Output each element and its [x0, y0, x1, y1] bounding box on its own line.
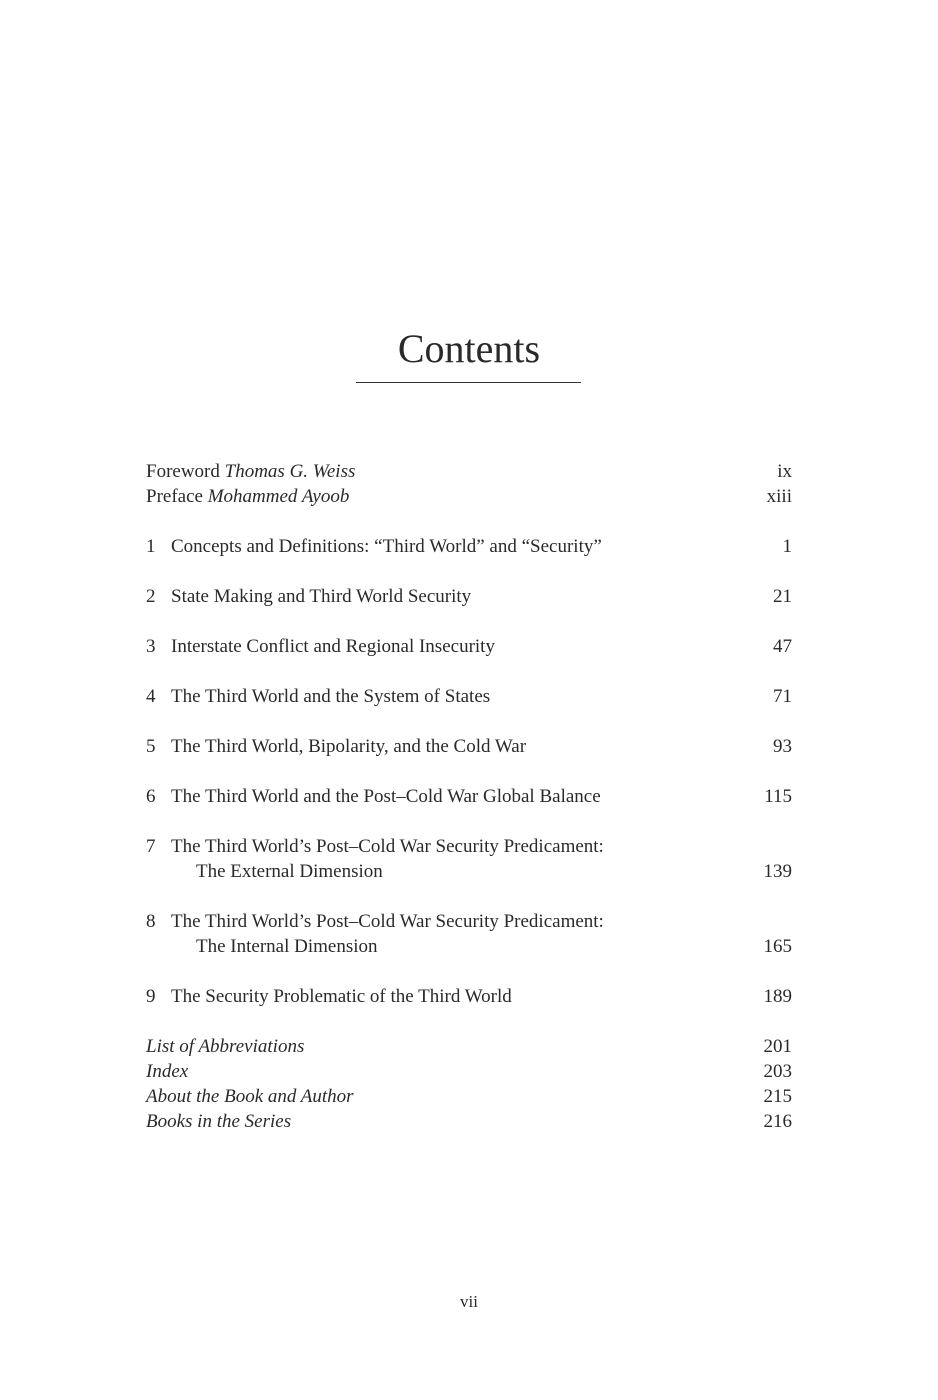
page-title: Contents	[397, 326, 541, 371]
toc-entry-chapter-7[interactable]	[146, 834, 792, 859]
chapter-number: 6	[146, 786, 156, 807]
toc-entry-chapter-8-continued[interactable]	[146, 934, 792, 959]
toc-entry-about-book[interactable]	[146, 1084, 792, 1109]
chapter-title: The Third World and the Post–Cold War Global Balance	[171, 786, 601, 807]
toc-entry-chapter-7-continued[interactable]	[146, 859, 792, 884]
entry-label: Foreword	[146, 461, 220, 482]
toc-entry-chapter-2[interactable]	[146, 584, 792, 609]
entry-page: xiii	[766, 486, 792, 507]
entry-page: 21	[773, 586, 792, 607]
chapter-number: 7	[146, 836, 156, 857]
chapter-number: 1	[146, 536, 156, 557]
chapter-title: Concepts and Definitions: “Third World” and “Security”	[171, 536, 602, 557]
entry-label: Books in the Series	[146, 1111, 292, 1132]
chapter-title: The Third World’s Post–Cold War Security Predicament:	[171, 911, 604, 932]
entry-author: Thomas G. Weiss	[224, 461, 356, 482]
entry-page: 216	[763, 1111, 792, 1132]
chapter-subtitle: The Internal Dimension	[196, 936, 378, 957]
entry-label: About the Book and Author	[146, 1086, 354, 1107]
chapter-title: The Third World’s Post–Cold War Security Predicament:	[171, 836, 604, 857]
toc-entry-chapter-5[interactable]	[146, 734, 792, 759]
entry-page: 1	[782, 536, 792, 557]
toc-entry-preface[interactable]	[146, 484, 792, 509]
entry-page: 139	[763, 861, 792, 882]
toc-entry-index[interactable]	[146, 1059, 792, 1084]
toc-entry-series[interactable]	[146, 1109, 792, 1134]
chapter-title: The Security Problematic of the Third World	[171, 986, 512, 1007]
toc-entry-chapter-6[interactable]	[146, 784, 792, 809]
entry-page: 201	[763, 1036, 792, 1057]
chapter-title: Interstate Conflict and Regional Insecurity	[171, 636, 495, 657]
toc-entry-foreword[interactable]	[146, 459, 792, 484]
chapter-number: 8	[146, 911, 156, 932]
toc-entry-chapter-9[interactable]	[146, 984, 792, 1009]
toc-entry-chapter-3[interactable]	[146, 634, 792, 659]
entry-label: Preface	[146, 486, 203, 507]
chapter-number: 9	[146, 986, 156, 1007]
chapter-number: 3	[146, 636, 156, 657]
chapter-number: 2	[146, 586, 156, 607]
toc-entry-chapter-8[interactable]	[146, 909, 792, 934]
chapter-title: The Third World and the System of States	[171, 686, 491, 707]
entry-page: 93	[773, 736, 792, 757]
entry-page: 215	[763, 1086, 792, 1107]
chapter-title: State Making and Third World Security	[171, 586, 472, 607]
toc-entry-abbreviations[interactable]	[146, 1034, 792, 1059]
chapter-number: 4	[146, 686, 156, 707]
entry-page: 189	[763, 986, 792, 1007]
entry-page: 115	[764, 786, 792, 807]
toc-entry-chapter-4[interactable]	[146, 684, 792, 709]
chapter-subtitle: The External Dimension	[196, 861, 383, 882]
entry-page: ix	[777, 461, 792, 482]
entry-page: 47	[773, 636, 792, 657]
title-underline	[356, 382, 581, 383]
toc-entry-chapter-1[interactable]	[146, 534, 792, 559]
entry-author: Mohammed Ayoob	[207, 486, 350, 507]
entry-label: Index	[146, 1061, 189, 1082]
chapter-number: 5	[146, 736, 156, 757]
chapter-title: The Third World, Bipolarity, and the Cold War	[171, 736, 527, 757]
entry-page: 165	[763, 936, 792, 957]
entry-label: List of Abbreviations	[146, 1036, 305, 1057]
page-number: vii	[460, 1292, 478, 1311]
entry-page: 71	[773, 686, 792, 707]
entry-page: 203	[763, 1061, 792, 1082]
